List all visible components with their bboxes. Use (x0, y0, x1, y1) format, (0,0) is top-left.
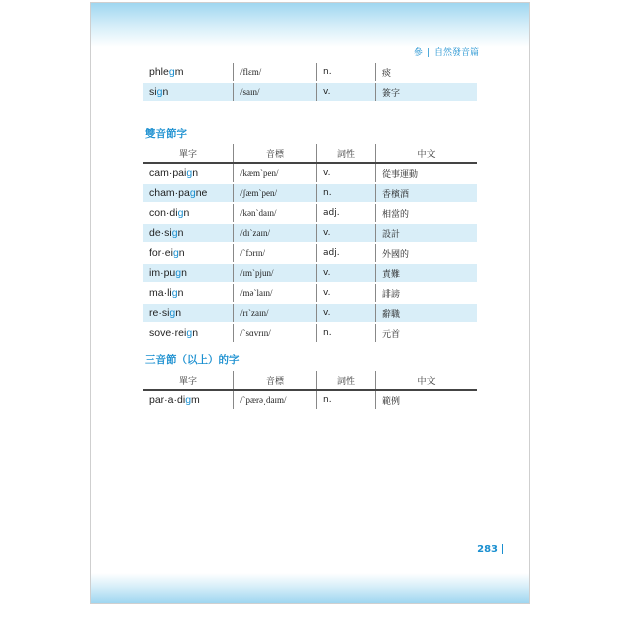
pos-cell: adj. (317, 203, 376, 223)
running-head (414, 45, 479, 58)
silent-letter: g (172, 247, 179, 259)
section-title-three-syllable: 三音節（以上）的字 (145, 354, 240, 366)
silent-letter: g (171, 227, 178, 239)
word-cell (143, 390, 234, 410)
ipa-cell: /kæmˋpen/ (234, 163, 317, 183)
column-header: 中文 (376, 371, 478, 390)
chinese-cell: 相當的 (376, 203, 478, 223)
ipa-cell: /ˋpærə͵daɪm/ (234, 390, 317, 410)
ipa-cell: /saɪn/ (234, 82, 317, 102)
word-part: for·ei (149, 247, 173, 259)
word-part: cam·pai (149, 167, 187, 179)
silent-letter: g (156, 86, 163, 98)
word-part: cham·pa (149, 187, 190, 199)
ipa-cell: /ɪmˋpjun/ (234, 263, 317, 283)
word-cell (143, 63, 234, 82)
page-number: 283 (477, 544, 503, 555)
silent-letter: g (177, 207, 184, 219)
silent-letter: g (168, 66, 175, 78)
word-part: n (175, 307, 182, 319)
chapter-title: 自然發音篇 (433, 48, 479, 58)
word-part: n (192, 327, 199, 339)
chapter-label: 參 (413, 48, 423, 58)
column-header: 單字 (143, 371, 234, 390)
word-part: n (178, 247, 185, 259)
pos-cell: n. (317, 63, 376, 82)
word-cell (143, 183, 234, 203)
word-part: im·pu (149, 267, 176, 279)
silent-letter: g (186, 327, 193, 339)
pos-cell: v. (317, 223, 376, 243)
ipa-cell: /kənˋdaɪn/ (234, 203, 317, 223)
word-cell (143, 243, 234, 263)
chinese-cell: 外國的 (376, 243, 478, 263)
silent-letter: g (186, 167, 193, 179)
pos-cell: n. (317, 183, 376, 203)
word-part: m (191, 394, 200, 406)
table-header-row (143, 144, 477, 163)
top-decorative-band (91, 3, 529, 47)
word-cell (143, 263, 234, 283)
table-row (143, 223, 477, 243)
pos-cell: v. (317, 263, 376, 283)
chinese-cell: 辭職 (376, 303, 478, 323)
word-part: n (177, 287, 184, 299)
table-row (143, 323, 477, 343)
chinese-cell: 誹謗 (376, 283, 478, 303)
book-page (90, 2, 530, 604)
chinese-cell: 設計 (376, 223, 478, 243)
silent-letter: g (171, 287, 178, 299)
word-cell (143, 323, 234, 343)
chinese-cell: 從事運動 (376, 163, 478, 183)
ipa-cell: /ʃæmˋpen/ (234, 183, 317, 203)
word-cell (143, 203, 234, 223)
word-part: sove·rei (149, 327, 187, 339)
word-cell (143, 82, 234, 102)
word-part: n (162, 86, 169, 98)
ipa-cell: /rɪˋzaɪn/ (234, 303, 317, 323)
silent-letter: g (189, 187, 196, 199)
word-table-continued (143, 63, 477, 103)
word-part: par·a·di (149, 394, 186, 406)
word-part: n (177, 227, 184, 239)
pos-cell: n. (317, 390, 376, 410)
ipa-cell: /məˋlaɪn/ (234, 283, 317, 303)
table-row (143, 263, 477, 283)
table-header-row (143, 371, 477, 390)
word-table-three-syllable (143, 371, 477, 411)
ipa-cell: /flɛm/ (234, 63, 317, 82)
word-part: ne (195, 187, 208, 199)
word-cell (143, 303, 234, 323)
column-header: 詞性 (317, 144, 376, 163)
pos-cell: v. (317, 283, 376, 303)
word-cell (143, 223, 234, 243)
column-header: 單字 (143, 144, 234, 163)
column-header: 音標 (234, 144, 317, 163)
chinese-cell: 簽字 (376, 82, 478, 102)
table-row (143, 82, 477, 102)
running-head-divider: | (426, 48, 430, 58)
word-part: re·si (149, 307, 170, 319)
ipa-cell: /dɪˋzaɪn/ (234, 223, 317, 243)
word-part: de·si (149, 227, 172, 239)
ipa-cell: /ˋsɑvrɪn/ (234, 323, 317, 343)
word-part: n (181, 267, 187, 279)
word-table-two-syllable (143, 144, 477, 344)
word-cell (143, 163, 234, 183)
word-part: ma·li (149, 287, 172, 299)
chinese-cell: 香檳酒 (376, 183, 478, 203)
section-title-two-syllable: 雙音節字 (145, 128, 187, 140)
chinese-cell: 元首 (376, 323, 478, 343)
pos-cell: v. (317, 163, 376, 183)
table-row (143, 183, 477, 203)
table-row (143, 163, 477, 183)
silent-letter: g (169, 307, 176, 319)
word-part: n (183, 207, 190, 219)
column-header: 中文 (376, 144, 478, 163)
word-part: n (192, 167, 199, 179)
column-header: 詞性 (317, 371, 376, 390)
word-part: con·di (149, 207, 178, 219)
chinese-cell: 責難 (376, 263, 478, 283)
pos-cell: v. (317, 303, 376, 323)
silent-letter: g (175, 267, 182, 279)
silent-letter: g (185, 394, 192, 406)
chinese-cell: 痰 (376, 63, 478, 82)
word-part: si (149, 86, 157, 98)
word-part: m (174, 66, 184, 78)
pos-cell: v. (317, 82, 376, 102)
word-part: phle (149, 66, 169, 78)
pos-cell: adj. (317, 243, 376, 263)
table-row (143, 63, 477, 82)
column-header: 音標 (234, 371, 317, 390)
ipa-cell: /ˋfɔrɪn/ (234, 243, 317, 263)
chinese-cell: 範例 (376, 390, 478, 410)
table-row (143, 283, 477, 303)
table-row (143, 203, 477, 223)
bottom-decorative-band (91, 573, 529, 603)
pos-cell: n. (317, 323, 376, 343)
table-row (143, 303, 477, 323)
table-row (143, 243, 477, 263)
word-cell (143, 283, 234, 303)
table-row (143, 390, 477, 410)
